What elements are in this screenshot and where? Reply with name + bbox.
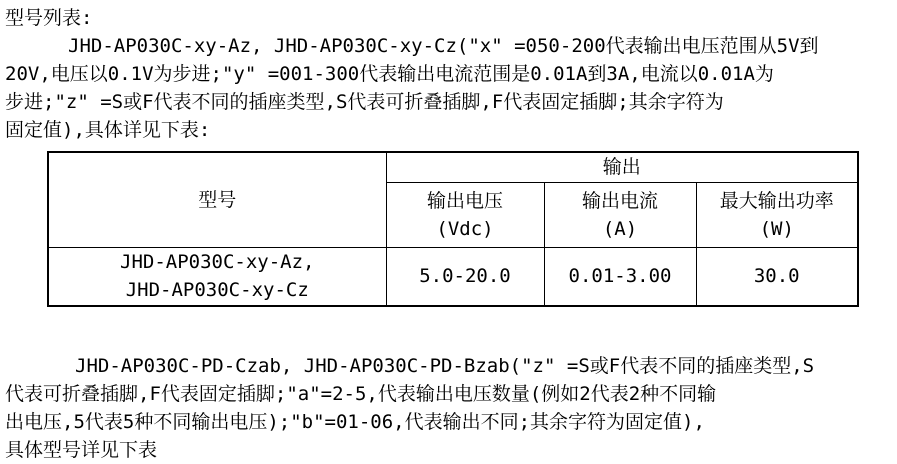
paragraph-line: 出电压,5代表5种不同输出电压);"b"=01-06,代表输出不同;其余字符为固定值), <box>5 411 705 433</box>
power-header-label: 最大输出功率 <box>719 189 834 212</box>
voltage-header-label: 输出电压 <box>426 189 503 212</box>
model-name-line1: JHD-AP030C-xy-Az, <box>120 251 315 274</box>
current-header-unit: (A) <box>602 217 638 240</box>
model-column-header: 型号 <box>48 152 386 247</box>
current-header-label: 输出电流 <box>581 189 658 212</box>
voltage-cell: 5.0-20.0 <box>386 247 544 306</box>
paragraph-line: JHD-AP030C-xy-Az, JHD-AP030C-xy-Cz("x" =050-200代表输出电压范围从5V到 <box>68 35 819 57</box>
power-header-unit: (W) <box>759 217 794 240</box>
model-description-paragraph-2 <box>5 352 895 464</box>
voltage-header-unit: (Vdc) <box>436 217 494 240</box>
paragraph-line: 固定值),具体详见下表: <box>5 119 211 141</box>
paragraph-line: JHD-AP030C-PD-Czab, JHD-AP030C-PD-Bzab("z" =S或F代表不同的插座类型,S <box>75 355 815 377</box>
table-row <box>48 247 858 306</box>
paragraph-line: 20V,电压以0.1V为步进;"y" =001-300代表输出电流范围是0.01A到3A,电流以0.01A为 <box>5 63 774 85</box>
model-name-line2: JHD-AP030C-xy-Cz <box>125 279 309 302</box>
model-description-paragraph-1 <box>5 32 895 144</box>
output-group-header: 输出 <box>386 152 858 182</box>
power-cell: 30.0 <box>696 247 858 306</box>
current-column-header <box>544 182 696 247</box>
voltage-column-header <box>386 182 544 247</box>
current-cell: 0.01-3.00 <box>544 247 696 306</box>
paragraph-line: 代表可折叠插脚,F代表固定插脚;"a"=2-5,代表输出电压数量(例如2代表2种不同输 <box>5 383 717 405</box>
paragraph-line: 步进;"z" =S或F代表不同的插座类型,S代表可折叠插脚,F代表固定插脚;其余字符为 <box>5 91 724 113</box>
page-title: 型号列表: <box>5 7 93 29</box>
power-column-header <box>696 182 858 247</box>
paragraph-line: 具体型号详见下表 <box>5 439 158 461</box>
model-cell <box>48 247 386 306</box>
models-spec-table <box>47 151 859 307</box>
